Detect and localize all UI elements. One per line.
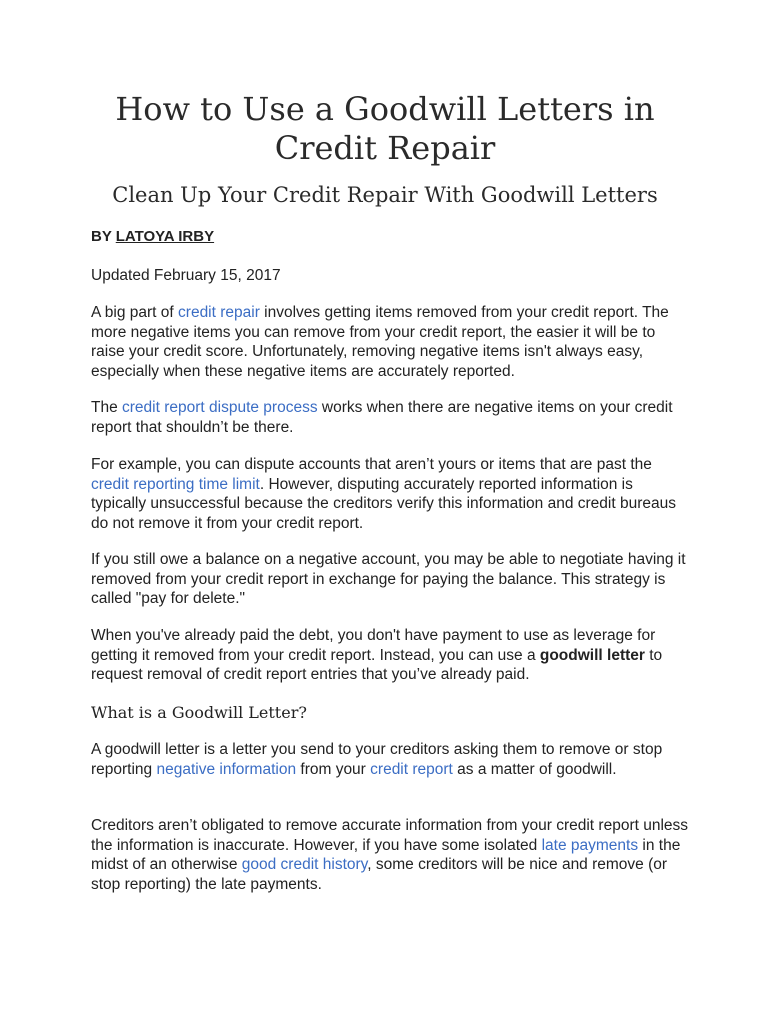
text: , some creditors will be nice and remove (or stop reporting) the late payments. xyxy=(91,856,668,893)
paragraph-3 xyxy=(91,455,691,533)
time-limit-link[interactable]: credit reporting time limit xyxy=(91,475,260,493)
paragraph-5 xyxy=(91,626,691,685)
text: When you've already paid the debt, you don't have payment to use as leverage for getting it removed from your credit report. Instead, you can use a xyxy=(91,627,656,664)
article-subtitle: Clean Up Your Credit Repair With Goodwill Letters xyxy=(112,183,658,207)
paragraph-6 xyxy=(91,740,691,779)
text: A big part of xyxy=(91,304,179,321)
text: A goodwill letter is a letter you send to your creditors asking them to remove or stop reporting xyxy=(91,741,663,778)
text: works when there are negative items on your credit report that shouldn’t be there. xyxy=(91,399,673,436)
text: to request removal of credit report entries that you’ve already paid. xyxy=(91,646,663,683)
late-payments-link[interactable]: late payments xyxy=(541,836,639,854)
credit-repair-link[interactable]: credit repair xyxy=(178,304,260,321)
section-heading: What is a Goodwill Letter? xyxy=(91,703,307,722)
dispute-process-link[interactable]: credit report dispute process xyxy=(122,399,318,416)
paragraph-7 xyxy=(91,816,691,894)
article-title: How to Use a Goodwill Letters in Credit Repair xyxy=(115,90,655,167)
text: in the midst of an otherwise xyxy=(91,836,681,873)
paragraph-4: If you still owe a balance on a negative account, you may be able to negotiate having it removed from your credit report in exchange for paying the balance. This strategy is called "pay for delete." xyxy=(91,551,686,607)
credit-report-link[interactable]: credit report xyxy=(370,760,453,778)
text: For example, you can dispute accounts that aren’t yours or items that are past the xyxy=(91,456,652,473)
updated-date: Updated February 15, 2017 xyxy=(91,267,281,284)
paragraph-2 xyxy=(91,398,691,437)
byline-prefix: BY xyxy=(91,228,116,245)
goodwill-letter-bold: goodwill letter xyxy=(539,646,645,664)
byline xyxy=(91,227,214,247)
text: from your xyxy=(296,760,371,778)
text: The xyxy=(91,399,123,416)
text: Creditors aren’t obligated to remove accurate information from your credit report unless the information is inaccurate. However, if you have some isolated xyxy=(91,817,689,854)
negative-information-link[interactable]: negative information xyxy=(156,760,297,778)
paragraph-1 xyxy=(91,303,691,381)
text: involves getting items removed from your credit report. The more negative items you can remove from your credit report, the easier it will be to raise your credit score. Unfortunately, removing negative items isn't always easy, especially when these negative items are accurately reported. xyxy=(91,304,669,380)
text: as a matter of goodwill. xyxy=(452,760,617,778)
author-link[interactable]: LATOYA IRBY xyxy=(115,228,215,245)
text: . However, disputing accurately reported information is typically unsuccessful because the creditors verify this information and credit bureaus do not remove it from your credit report. xyxy=(91,475,676,532)
good-credit-history-link[interactable]: good credit history xyxy=(241,856,368,873)
